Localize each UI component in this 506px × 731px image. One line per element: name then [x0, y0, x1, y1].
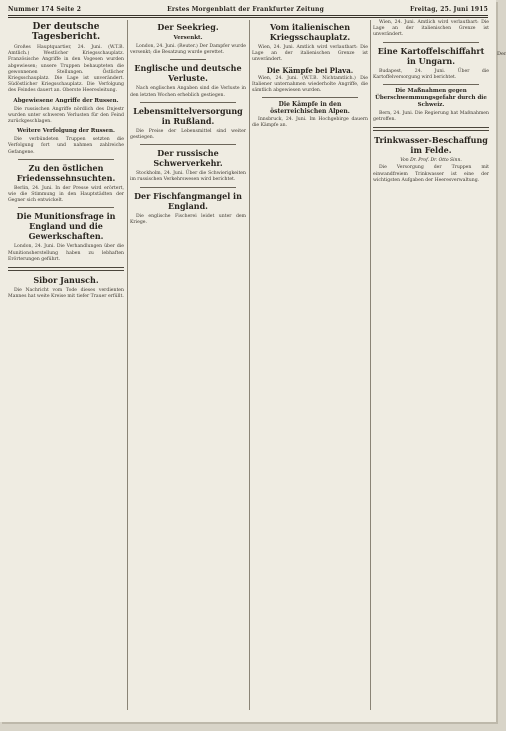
article-headline: Lebensmittelversorgung in Rußland. — [133, 105, 243, 126]
header-rule-double — [8, 17, 488, 18]
article-body: Wien, 24. Juni. Amtlich wird verlautbart: Die Lage an der italienischen Grenze ist unverändert. — [252, 45, 368, 63]
article-body: Die russischen Angriffe nördlich des Dnjestr wurden unter schweren Verlusten für den Feind zurückgeschlagen. — [8, 106, 124, 125]
article-headline: Englische und deutsche Verluste. — [134, 63, 242, 84]
article-byline: Von Dr. Prof. Dr. Otto Sinn. — [400, 158, 462, 164]
article-headline: Der russische Schwerverkehr. — [153, 148, 223, 169]
column-3 — [252, 20, 368, 710]
article-body: Die verbündeten Truppen setzten die Verfolgung fort und nahmen zahlreiche Gefangene. — [8, 137, 124, 155]
article-body: Berlin, 24. Juni. In der Presse wird erörtert, wie die Stimmung in den Hauptstädten der Gegner sich entwickelt. — [8, 185, 124, 204]
separator — [262, 97, 358, 98]
article-headline: Der Fischfangmangel in England. — [134, 190, 242, 211]
issue-number: Nummer 174 Seite 2 — [8, 5, 82, 13]
article-body: Budapest, 24. Juni. Über die Kartoffelversorgung wird berichtet. — [373, 68, 489, 80]
article-body: London, 24. Juni. Die Verhandlungen über die Munitionsherstellung haben zu lebhaften Erörterungen geführt. — [8, 244, 124, 262]
article-body: Die Nachricht vom Tode dieses verdienten Mannes hat weite Kreise mit tiefer Trauer erfüllt. — [8, 288, 124, 300]
article-headline: Sibor Janusch. — [33, 275, 99, 286]
separator — [18, 207, 114, 208]
column-divider — [249, 20, 250, 710]
header-rule — [8, 15, 488, 16]
article-body: Die Versorgung der Truppen mit einwandfreiem Trinkwasser ist eine der wichtigsten Aufgaben der Heeresverwaltung. — [373, 165, 489, 183]
article-headline: Trinkwasser-Beschaffung im Felde. — [374, 135, 488, 156]
page-header — [8, 4, 488, 14]
issue-date: Freitag, 25. Juni 1915 — [409, 5, 488, 13]
section-rule — [373, 127, 489, 131]
adjacent-page-fragment: Der — [497, 51, 506, 57]
column-divider — [127, 20, 128, 710]
column-divider — [370, 20, 371, 710]
article-body: Stockholm, 24. Juni. Über die Schwierigkeiten im russischen Verkehrswesen wird berichtet. — [130, 171, 246, 183]
article-headline: Eine Kartoffelschiffahrt in Ungarn. — [377, 45, 485, 66]
article-body: Wien, 24. Juni. (W.T.B. Nichtamtlich.) Die Italiener unternahmen wiederholte Angriffe, die sämtlich abgewiesen wurden. — [252, 75, 368, 94]
article-subheadline: Die Maßnahmen gegen Überschwemmungsgefahr durch die Schweiz. — [375, 88, 487, 109]
article-subheadline: Die Kämpfe in den österreichischen Alpen. — [270, 101, 350, 116]
article-body: Die englische Fischerei leidet unter dem Kriege. — [130, 213, 246, 225]
column-4 — [373, 20, 489, 710]
separator — [140, 144, 236, 145]
article-body: Die Preise der Lebensmittel sind weiter gestiegen. — [130, 128, 246, 141]
article-subheadline: Versenkt. — [173, 35, 203, 41]
article-headline: Die Munitionsfrage in England und die Gewerkschaften. — [16, 211, 116, 242]
column-1 — [8, 20, 124, 710]
section-rule — [8, 267, 124, 271]
article-body: Großes Hauptquartier, 24. Juni. (W.T.B. Amtlich.) Westlicher Kriegsschauplatz. Französische Angriffe in den Vogesen wurden abgewiesen; unsere Truppen behaupteten die gewonnenen Stellungen. Östlicher Kriegsschauplatz. Die Lage ist unverändert. Südöstlicher Kriegsschauplatz. Die Verfolgung des Feindes dauert an. Oberste Heeresleitung. — [8, 45, 124, 94]
article-body: London, 24. Juni. (Reuter.) Der Dampfer wurde versenkt; die Besatzung wurde gerettet. — [130, 44, 246, 56]
article-headline: Zu den östlichen Friedenssehnsuchten. — [16, 162, 116, 183]
separator — [140, 102, 236, 103]
separator — [140, 187, 236, 188]
article-headline: Der deutsche Tagesbericht. — [31, 22, 101, 42]
article-subheadline: Die Kämpfe bei Plava. — [266, 65, 354, 75]
article-body: Wien, 24. Juni. Amtlich wird verlautbart: Die Lage an der italienischen Grenze ist unverändert. — [373, 20, 489, 38]
article-body: Innsbruck, 24. Juni. Im Hochgebirge dauern die Kämpfe an. — [252, 117, 368, 129]
article-headline: Vom italienischen Kriegsschauplatz. — [269, 22, 351, 42]
column-2 — [130, 20, 246, 710]
masthead-title: Erstes Morgenblatt der Frankfurter Zeitung — [167, 5, 324, 13]
article-body: Bern, 24. Juni. Die Regierung hat Maßnahmen getroffen. — [373, 111, 489, 123]
article-body: Nach englischen Angaben sind die Verluste in den letzten Wochen erheblich gestiegen. — [130, 86, 246, 98]
separator — [383, 42, 479, 43]
article-subheadline: Abgewiesene Angriffe der Russen. — [13, 97, 119, 104]
article-subheadline: Weitere Verfolgung der Russen. — [17, 128, 115, 135]
article-headline: Der Seekrieg. — [157, 22, 219, 32]
separator — [18, 159, 114, 160]
separator — [383, 84, 479, 85]
separator — [170, 59, 206, 60]
